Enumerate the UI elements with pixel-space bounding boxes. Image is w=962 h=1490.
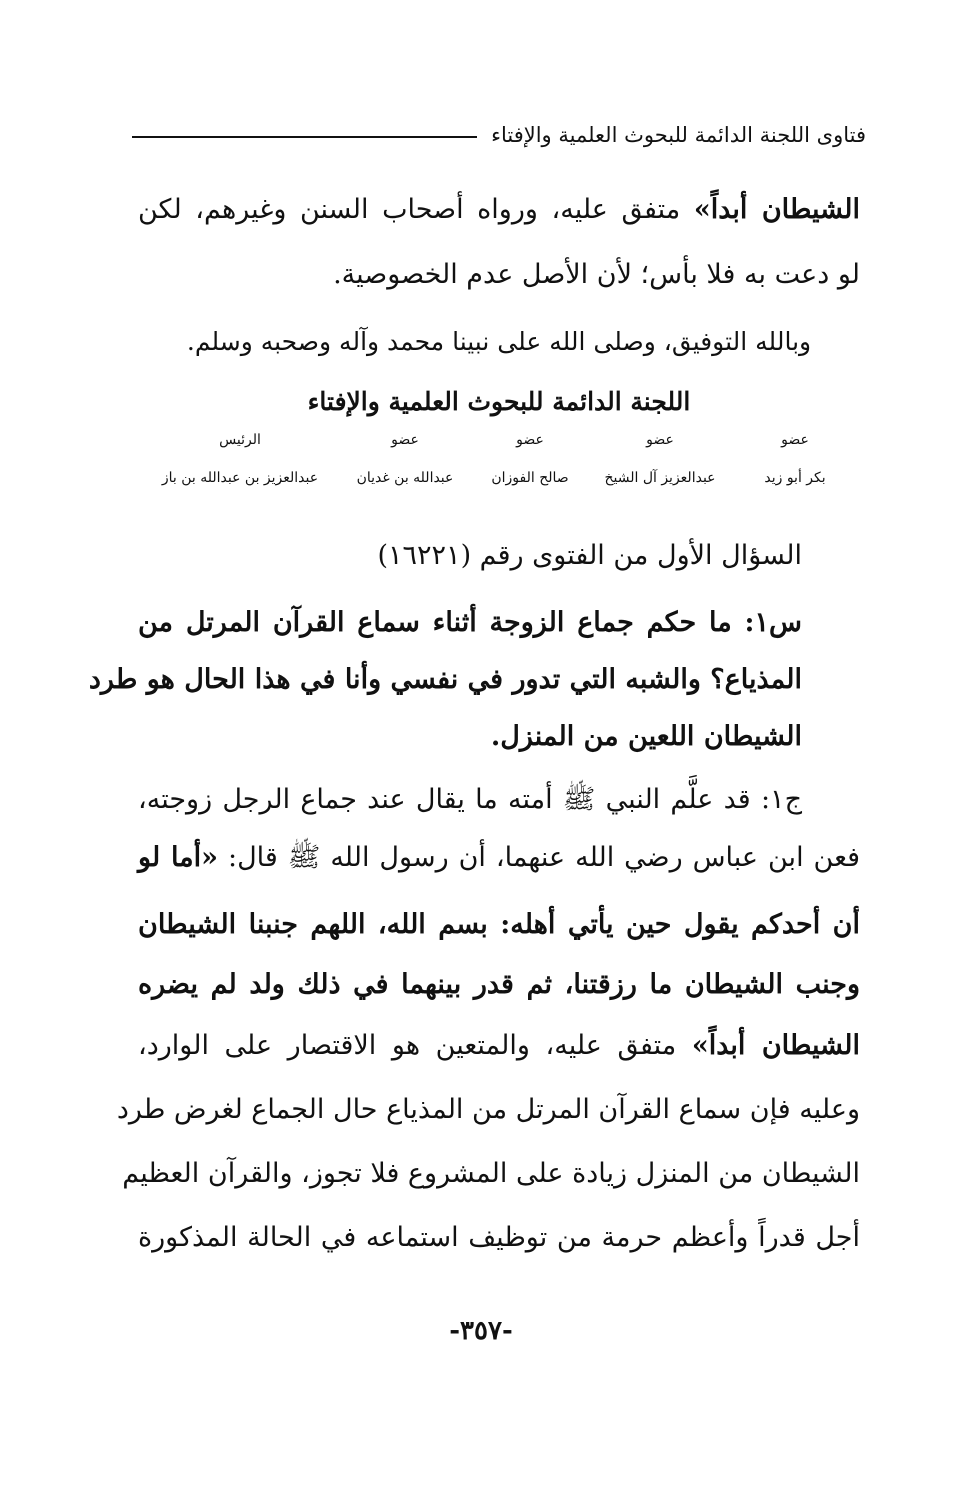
member-name-4: عبدالله بن غديان xyxy=(356,470,454,486)
body-line-1 xyxy=(138,190,860,230)
member-name-5: عبدالعزيز بن عبدالله بن باز xyxy=(161,470,319,486)
member-name-1: بكر أبو زيد xyxy=(764,470,826,486)
hadith-start-bold: «أما لو xyxy=(138,842,219,873)
fatwa-heading: السؤال الأول من الفتوى رقم (١٦٢٢١) xyxy=(377,540,802,571)
header-rule xyxy=(132,136,477,138)
member-title-2: عضو xyxy=(646,432,674,448)
answer-line-8: أجل قدراً وأعظم حرمة من توظيف استماعه في الحالة المذكورة xyxy=(138,1222,861,1253)
answer-line-5 xyxy=(138,1026,860,1066)
answer-line-6: وعليه فإن سماع القرآن المرتل من المذياع حال الجماع لغرض طرد xyxy=(116,1094,860,1125)
body-line-2: لو دعت به فلا بأس؛ لأن الأصل عدم الخصوصية. xyxy=(333,259,860,290)
answer-line-3: أن أحدكم يقول حين يأتي أهله: بسم الله، اللهم جنبنا الشيطان xyxy=(138,909,860,940)
answer-line-5-text: متفق عليه، والمتعين هو الاقتصار على الوارد، xyxy=(138,1030,692,1061)
answer-line-2 xyxy=(138,838,860,878)
member-title-1: عضو xyxy=(781,432,809,448)
committee-name: اللجنة الدائمة للبحوث العلمية والإفتاء xyxy=(307,387,691,416)
header-title: فتاوى اللجنة الدائمة للبحوث العلمية والإفتاء xyxy=(491,123,866,147)
member-title-3: عضو xyxy=(516,432,544,448)
question-line-3: الشيطان اللعين من المنزل. xyxy=(490,721,802,752)
question-line-2: المذياع؟ والشبه التي تدور في نفسي وأنا في هذا الحال هو طرد xyxy=(88,664,802,695)
closing-line: وبالله التوفيق، وصلى الله على نبينا محمد وآله وصحبه وسلم. xyxy=(186,327,812,356)
answer-line-4: وجنب الشيطان ما رزقتنا، ثم قدر بينهما في ذلك ولد لم يضره xyxy=(138,969,860,1000)
member-title-5: الرئيس xyxy=(219,432,261,448)
member-title-4: عضو xyxy=(391,432,419,448)
hadith-end-bold: الشيطان أبداً» xyxy=(691,1030,860,1061)
member-name-2: عبدالعزيز آل الشيخ xyxy=(604,470,716,486)
question-line-1: س١: ما حكم جماع الزوجة أثناء سماع القرآن المرتل من xyxy=(138,607,802,638)
page-number: -٣٥٧- xyxy=(449,1316,513,1346)
signatory-titles xyxy=(150,432,850,448)
member-name-3: صالح الفوزان xyxy=(491,470,569,486)
answer-line-7: الشيطان من المنزل زيادة على المشروع فلا تجوز، والقرآن العظيم xyxy=(122,1158,860,1189)
answer-line-2-text: فعن ابن عباس رضي الله عنهما، أن رسول الله ﷺ قال: xyxy=(218,842,861,873)
quote-end-bold: الشيطان أبداً» xyxy=(693,194,860,225)
answer-line-1: ج١: قد علَّم النبي ﷺ أمته ما يقال عند جماع الرجل زوجته، xyxy=(138,784,802,815)
line-1-text: متفق عليه، ورواه أصحاب السنن وغيرهم، لكن xyxy=(138,194,694,225)
signatory-names xyxy=(150,470,850,486)
running-header xyxy=(132,118,866,152)
